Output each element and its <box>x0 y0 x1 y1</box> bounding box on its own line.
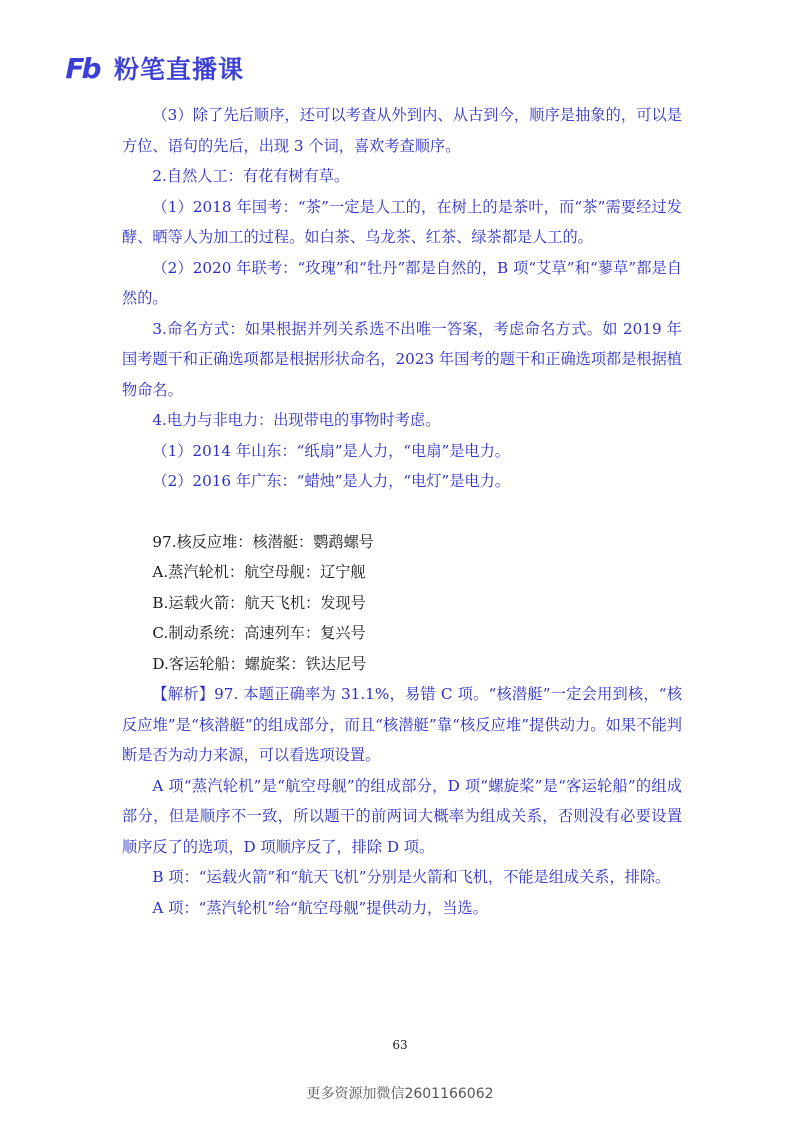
option-c: C.制动系统：高速列车：复兴号 <box>152 624 366 642</box>
note-paragraph: （1）2014 年山东：“纸扇”是人力，“电扇”是电力。 <box>152 441 510 460</box>
option-d: D.客运轮船：螺旋桨：铁达尼号 <box>152 654 367 673</box>
page-number: 63 <box>392 1038 408 1052</box>
note-paragraph: （1）2018 年国考：“茶”一定是人工的，在树上的是茶叶，而“茶”需要经过发酵、晒等人为加工的过程。如白茶、乌龙茶、红茶、绿茶都是人工的。 <box>122 197 682 246</box>
page-content <box>122 100 682 923</box>
note-paragraph: （2）2016 年广东：“蜡烛”是人力，“电灯”是电力。 <box>152 472 510 490</box>
note-paragraph: 4.电力与非电力：出现带电的事物时考虑。 <box>152 411 441 429</box>
analysis-first-text: 97. 本题正确率为 31.1%，易错 C 项。“核潜艇”一定会用到核，“核反应堆”是“核潜艇”的组成部分，而且“核潜艇”靠“核反应堆”提供动力。如果不能判断是否为动力来源，可以看选项设置。 <box>122 685 683 764</box>
analysis-tag: 【解析】 <box>152 685 215 703</box>
fb-logo-icon: Fb <box>65 51 99 85</box>
note-paragraph: 3.命名方式：如果根据并列关系选不出唯一答案，考虑命名方式。如 2019 年国考题干和正确选项都是根据形状命名，2023 年国考的题干和正确选项都是根据植物命名。 <box>122 319 682 399</box>
analysis-paragraph: A 项：“蒸汽轮机”给“航空母舰”提供动力，当选。 <box>152 898 488 917</box>
brand-name: 粉笔直播课 <box>114 55 245 84</box>
option-b: B.运载火箭：航天飞机：发现号 <box>152 593 366 612</box>
analysis-paragraph: A 项“蒸汽轮机”是“航空母舰”的组成部分，D 项“螺旋桨”是“客运轮船”的组成部分，但是顺序不一致，所以题干的前两词大概率为组成关系，否则没有必要设置顺序反了的选项，D 项顺序反了，排除 D 项。 <box>122 776 682 856</box>
note-paragraph: （2）2020 年联考：“玫瑰”和“牡丹”都是自然的，B 项“艾草”和“蓼草”都是自然的。 <box>122 258 682 307</box>
analysis-first-paragraph <box>122 679 682 771</box>
footer-note: 更多资源加微信2601166062 <box>306 1086 494 1102</box>
note-paragraph: （3）除了先后顺序，还可以考查从外到内、从古到今，顺序是抽象的，可以是方位、语句的先后，出现 3 个词，喜欢考查顺序。 <box>122 106 682 155</box>
option-a: A.蒸汽轮机：航空母舰：辽宁舰 <box>152 563 366 581</box>
note-paragraph: 2.自然人工：有花有树有草。 <box>152 167 350 185</box>
analysis-paragraph: B 项：“运载火箭”和“航天飞机”分别是火箭和飞机，不能是组成关系，排除。 <box>152 868 671 886</box>
brand-logo <box>58 52 244 84</box>
question-stem: 97.核反应堆：核潜艇：鹦鹉螺号 <box>152 532 374 551</box>
